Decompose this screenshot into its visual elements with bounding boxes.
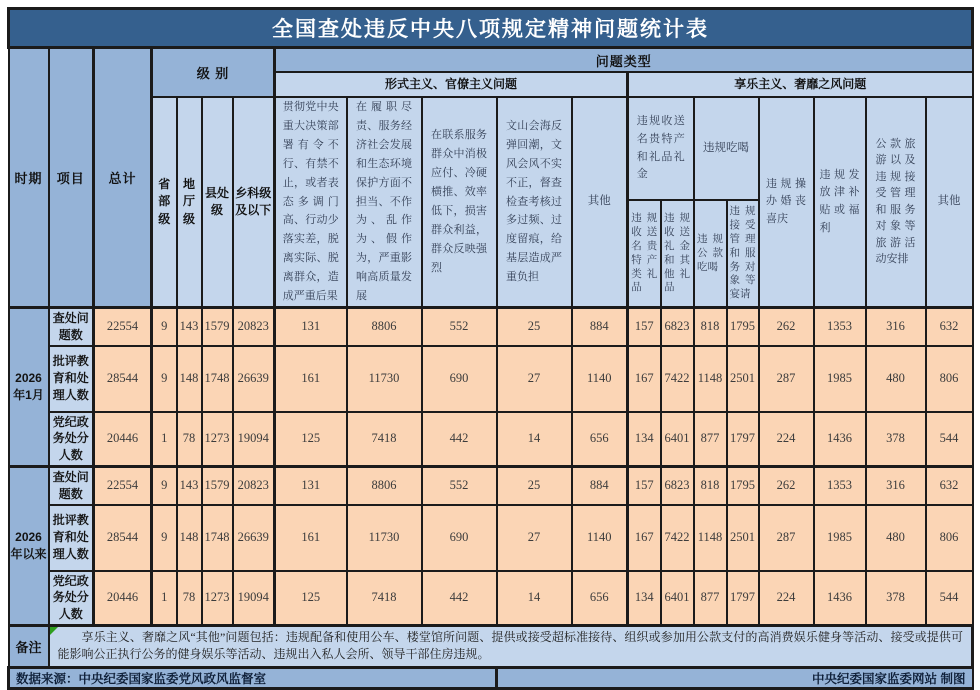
data-cell: 884 [572, 466, 628, 504]
data-cell: 544 [926, 412, 973, 467]
col-header-level-township: 乡科级及以下 [233, 97, 275, 307]
data-cell: 9 [152, 307, 177, 345]
col-header-formalism-other: 其他 [572, 97, 628, 307]
data-cell: 552 [422, 466, 497, 504]
data-source-label: 数据来源：中央纪委国家监委党风政风监督室 [9, 667, 497, 688]
data-cell: 1353 [814, 307, 866, 345]
data-cell: 544 [926, 571, 973, 626]
data-cell: 7422 [661, 505, 694, 571]
data-cell: 6823 [661, 466, 694, 504]
col-header-level-prefecture: 地厅级 [177, 97, 202, 307]
data-cell: 20446 [94, 571, 152, 626]
data-cell: 14 [497, 571, 572, 626]
data-cell: 442 [422, 412, 497, 467]
col-header-hedonism-travel: 公款旅游以及违规接受管理和服务对象等旅游活动安排 [866, 97, 926, 307]
data-cell: 26639 [233, 505, 275, 571]
data-cell: 161 [275, 346, 347, 412]
data-cell: 2501 [727, 505, 759, 571]
data-cell: 1579 [202, 466, 233, 504]
data-cell: 19094 [233, 571, 275, 626]
data-cell: 143 [177, 466, 202, 504]
data-cell: 632 [926, 466, 973, 504]
data-cell: 818 [694, 307, 727, 345]
col-header-level-group: 级 别 [152, 48, 275, 98]
data-cell: 25 [497, 466, 572, 504]
data-cell: 884 [572, 307, 628, 345]
data-cell: 131 [275, 466, 347, 504]
data-cell: 818 [694, 466, 727, 504]
data-cell: 25 [497, 307, 572, 345]
col-header-formalism-group: 形式主义、官僚主义问题 [275, 72, 628, 97]
data-cell: 806 [926, 505, 973, 571]
data-cell: 134 [628, 571, 661, 626]
data-cell: 1748 [202, 505, 233, 571]
data-cell: 125 [275, 571, 347, 626]
col-header-dining-banquets: 违规接受管理和服务对象等宴请 [727, 200, 759, 307]
col-header-dining-group: 违规吃喝 [694, 97, 759, 200]
col-header-level-province: 省部级 [152, 97, 177, 307]
data-cell: 1273 [202, 571, 233, 626]
chart-credit-label: 中央纪委国家监委网站 制图 [497, 667, 973, 688]
data-cell: 148 [177, 346, 202, 412]
data-cell: 19094 [233, 412, 275, 467]
data-cell: 6823 [661, 307, 694, 345]
col-header-item: 项目 [49, 48, 94, 308]
col-header-period: 时期 [9, 48, 49, 308]
note-text: 享乐主义、奢靡之风“其他”问题包括：违规配备和使用公车、楼堂馆所问题、提供或接受超标准接待、组织或参加用公款支付的高消费娱乐健身等活动、接受或提供可能影响公正执行公务的健身娱乐等活动、违规出入私人会所、领导干部住房违规。 [57, 629, 963, 662]
data-cell: 14 [497, 412, 572, 467]
note-label: 备注 [9, 625, 49, 667]
data-cell: 1140 [572, 505, 628, 571]
data-cell: 27 [497, 346, 572, 412]
col-header-dining-public-funds: 违规公款吃喝 [694, 200, 727, 307]
row-label: 批评教育和处理人数 [49, 505, 94, 571]
data-cell: 378 [866, 412, 926, 467]
data-cell: 7418 [347, 412, 422, 467]
data-cell: 157 [628, 307, 661, 345]
col-header-formalism-policy: 贯彻党中央重大决策部署有令不行、有禁不止，或者表态多调门高、行动少落实差，脱离实际、脱离群众，造成严重后果 [275, 97, 347, 307]
data-cell: 877 [694, 571, 727, 626]
data-cell: 656 [572, 571, 628, 626]
data-cell: 125 [275, 412, 347, 467]
data-cell: 143 [177, 307, 202, 345]
data-cell: 22554 [94, 466, 152, 504]
data-cell: 262 [759, 466, 814, 504]
data-cell: 1273 [202, 412, 233, 467]
col-header-hedonism-other: 其他 [926, 97, 973, 307]
data-cell: 20446 [94, 412, 152, 467]
data-cell: 8806 [347, 466, 422, 504]
data-cell: 480 [866, 346, 926, 412]
data-cell: 78 [177, 571, 202, 626]
data-cell: 9 [152, 505, 177, 571]
statistics-report [7, 7, 974, 690]
data-cell: 20823 [233, 466, 275, 504]
data-cell: 806 [926, 346, 973, 412]
data-cell: 167 [628, 505, 661, 571]
col-header-level-county: 县处级 [202, 97, 233, 307]
data-cell: 1797 [727, 571, 759, 626]
data-cell: 1797 [727, 412, 759, 467]
data-cell: 262 [759, 307, 814, 345]
data-cell: 1148 [694, 346, 727, 412]
data-cell: 8806 [347, 307, 422, 345]
data-cell: 316 [866, 307, 926, 345]
data-cell: 552 [422, 307, 497, 345]
data-cell: 148 [177, 505, 202, 571]
data-cell: 1748 [202, 346, 233, 412]
period-label: 2026年以来 [9, 466, 49, 625]
data-cell: 1985 [814, 346, 866, 412]
data-cell: 9 [152, 346, 177, 412]
data-cell: 1795 [727, 307, 759, 345]
data-cell: 26639 [233, 346, 275, 412]
data-cell: 632 [926, 307, 973, 345]
data-cell: 1985 [814, 505, 866, 571]
data-cell: 378 [866, 571, 926, 626]
col-header-total: 总计 [94, 48, 152, 308]
data-cell: 442 [422, 571, 497, 626]
period-label: 2026年1月 [9, 307, 49, 466]
data-cell: 1 [152, 571, 177, 626]
data-cell: 6401 [661, 571, 694, 626]
page-title: 全国查处违反中央八项规定精神问题统计表 [9, 9, 973, 48]
data-cell: 690 [422, 505, 497, 571]
row-label: 查处问题数 [49, 466, 94, 504]
data-cell: 11730 [347, 346, 422, 412]
data-cell: 134 [628, 412, 661, 467]
data-cell: 131 [275, 307, 347, 345]
col-header-formalism-meetings: 文山会海反弹回潮，文风会风不实不正，督查检查考核过多过频、过度留痕，给基层造成严重负担 [497, 97, 572, 307]
data-cell: 157 [628, 466, 661, 504]
data-cell: 11730 [347, 505, 422, 571]
data-cell: 22554 [94, 307, 152, 345]
col-header-hedonism-group: 享乐主义、奢靡之风问题 [628, 72, 973, 97]
col-header-gift-group: 违规收送名贵特产和礼品礼金 [628, 97, 694, 200]
data-cell: 690 [422, 346, 497, 412]
data-cell: 7422 [661, 346, 694, 412]
data-cell: 1579 [202, 307, 233, 345]
data-cell: 1436 [814, 571, 866, 626]
col-header-formalism-masses: 在联系服务群众中消极应付、冷硬横推、效率低下，损害群众利益，群众反映强烈 [422, 97, 497, 307]
data-cell: 877 [694, 412, 727, 467]
data-cell: 1140 [572, 346, 628, 412]
row-label: 党纪政务处分人数 [49, 571, 94, 626]
data-cell: 2501 [727, 346, 759, 412]
data-cell: 1353 [814, 466, 866, 504]
col-header-gift-specialty: 违规收送名贵特产类礼品 [628, 200, 661, 307]
col-header-gift-cash: 违规收送礼金和其他礼品 [661, 200, 694, 307]
col-header-formalism-duty: 在履职尽责、服务经济社会发展和生态环境保护方面不担当、不作为、乱作为、假作为，严重影响高质量发展 [347, 97, 422, 307]
data-cell: 20823 [233, 307, 275, 345]
data-cell: 78 [177, 412, 202, 467]
data-cell: 27 [497, 505, 572, 571]
data-cell: 1795 [727, 466, 759, 504]
data-cell: 287 [759, 505, 814, 571]
data-cell: 167 [628, 346, 661, 412]
data-cell: 480 [866, 505, 926, 571]
data-cell: 9 [152, 466, 177, 504]
data-cell: 316 [866, 466, 926, 504]
data-cell: 1436 [814, 412, 866, 467]
data-cell: 6401 [661, 412, 694, 467]
note-cell [49, 625, 973, 667]
row-label: 批评教育和处理人数 [49, 346, 94, 412]
data-cell: 656 [572, 412, 628, 467]
excel-flag-triangle-icon [50, 627, 58, 635]
data-cell: 224 [759, 412, 814, 467]
data-cell: 224 [759, 571, 814, 626]
data-cell: 287 [759, 346, 814, 412]
data-cell: 28544 [94, 505, 152, 571]
statistics-table [7, 7, 974, 690]
data-cell: 1 [152, 412, 177, 467]
data-cell: 1148 [694, 505, 727, 571]
col-header-hedonism-weddings: 违规操办婚丧喜庆 [759, 97, 814, 307]
data-cell: 28544 [94, 346, 152, 412]
data-cell: 161 [275, 505, 347, 571]
row-label: 党纪政务处分人数 [49, 412, 94, 467]
data-cell: 7418 [347, 571, 422, 626]
col-header-hedonism-allowances: 违规发放津补贴或福利 [814, 97, 866, 307]
col-header-problem-type: 问题类型 [275, 48, 973, 73]
row-label: 查处问题数 [49, 307, 94, 345]
